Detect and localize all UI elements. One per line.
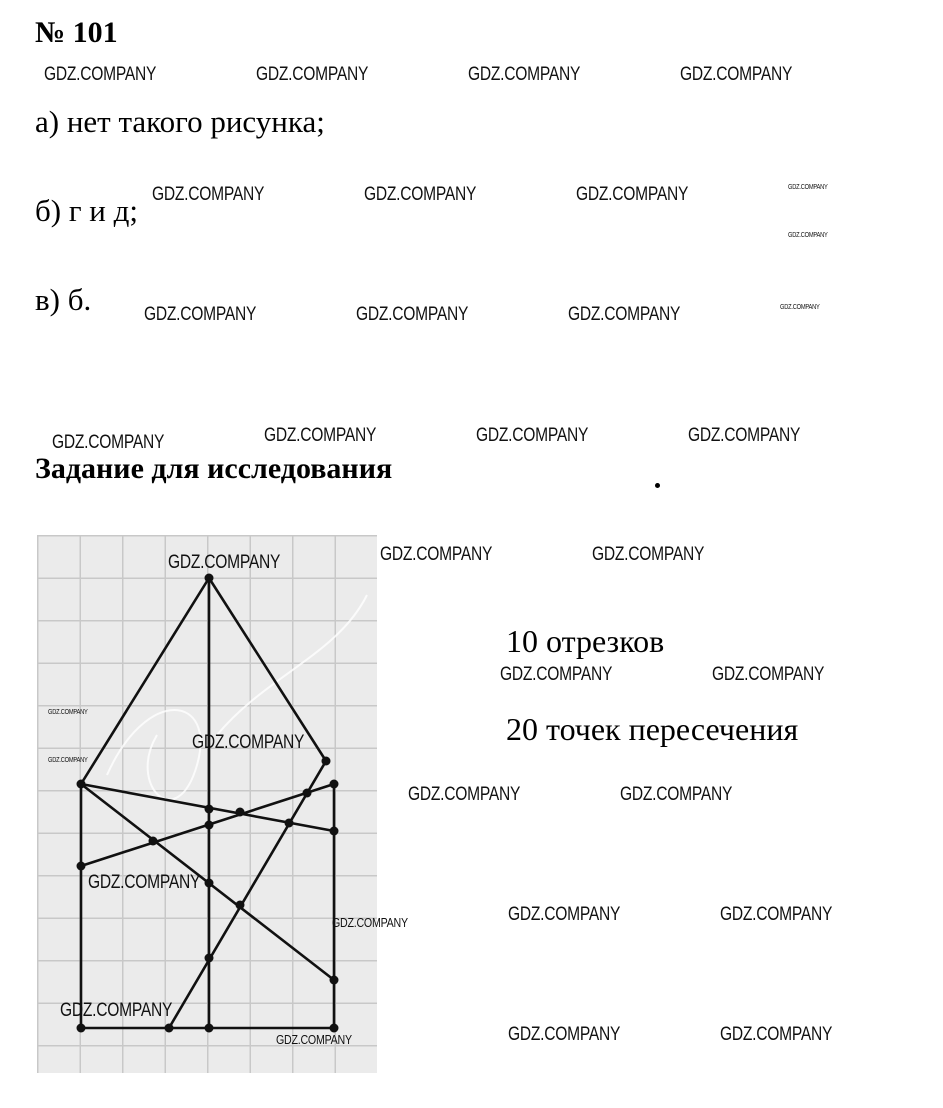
point	[77, 780, 86, 789]
point	[205, 821, 214, 830]
point	[205, 1024, 214, 1033]
point	[330, 827, 339, 836]
watermark: GDZ.COMPANY	[620, 784, 733, 805]
point	[165, 1024, 174, 1033]
watermark: GDZ.COMPANY	[568, 304, 681, 325]
point	[285, 819, 294, 828]
point	[77, 1024, 86, 1033]
watermark: GDZ.COMPANY	[780, 304, 820, 311]
answer-a: а) нет такого рисунка;	[35, 104, 325, 139]
watermark: GDZ.COMPANY	[720, 1024, 833, 1045]
research-heading: Задание для исследования	[35, 452, 393, 485]
watermark: GDZ.COMPANY	[788, 232, 828, 239]
watermark: GDZ.COMPANY	[276, 1032, 352, 1047]
point	[149, 837, 158, 846]
point	[330, 976, 339, 985]
watermark: GDZ.COMPANY	[192, 732, 305, 753]
watermark: GDZ.COMPANY	[712, 664, 825, 685]
watermark: GDZ.COMPANY	[52, 432, 165, 453]
watermark: GDZ.COMPANY	[688, 425, 801, 446]
watermark: GDZ.COMPANY	[408, 784, 521, 805]
watermark: GDZ.COMPANY	[44, 64, 157, 85]
point	[236, 808, 245, 817]
point	[236, 901, 245, 910]
point	[205, 574, 214, 583]
watermark: GDZ.COMPANY	[88, 872, 201, 893]
point	[303, 789, 312, 798]
stray-dot	[655, 483, 660, 488]
watermark: GDZ.COMPANY	[168, 552, 281, 573]
watermark: GDZ.COMPANY	[256, 64, 369, 85]
watermark: GDZ.COMPANY	[60, 1000, 173, 1021]
problem-number: № 101	[35, 16, 118, 49]
watermark: GDZ.COMPANY	[144, 304, 257, 325]
point	[330, 780, 339, 789]
segments-count: 10 отрезков	[506, 623, 665, 659]
watermark: GDZ.COMPANY	[380, 544, 493, 565]
watermark: GDZ.COMPANY	[356, 304, 469, 325]
answer-c: в) б.	[35, 282, 92, 317]
watermark: GDZ.COMPANY	[364, 184, 477, 205]
watermark: GDZ.COMPANY	[152, 184, 265, 205]
watermark: GDZ.COMPANY	[720, 904, 833, 925]
answer-b: б) г и д;	[35, 193, 139, 228]
point	[77, 862, 86, 871]
watermark: GDZ.COMPANY	[332, 915, 408, 930]
watermark: GDZ.COMPANY	[500, 664, 613, 685]
grid-paper	[37, 535, 377, 1073]
watermark: GDZ.COMPANY	[468, 64, 581, 85]
watermark: GDZ.COMPANY	[592, 544, 705, 565]
watermark: GDZ.COMPANY	[508, 1024, 621, 1045]
watermark: GDZ.COMPANY	[576, 184, 689, 205]
intersections-count: 20 точек пересечения	[506, 711, 799, 747]
point	[205, 879, 214, 888]
point	[205, 954, 214, 963]
watermark: GDZ.COMPANY	[788, 184, 828, 191]
watermark: GDZ.COMPANY	[264, 425, 377, 446]
segments-figure	[37, 535, 377, 1073]
watermark: GDZ.COMPANY	[680, 64, 793, 85]
point	[322, 757, 331, 766]
point	[205, 805, 214, 814]
watermark: GDZ.COMPANY	[48, 709, 88, 716]
watermark: GDZ.COMPANY	[48, 757, 88, 764]
watermark: GDZ.COMPANY	[508, 904, 621, 925]
watermark: GDZ.COMPANY	[476, 425, 589, 446]
